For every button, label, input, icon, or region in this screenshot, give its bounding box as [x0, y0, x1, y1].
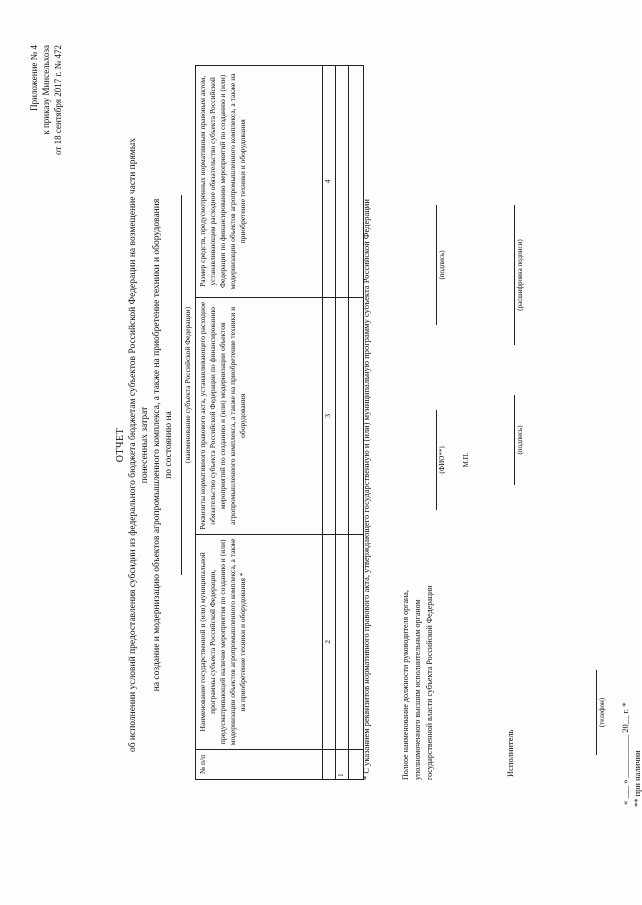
- subject-name-caption: (наименование субъекта Российской Федерации): [183, 306, 192, 464]
- table-header-row: [196, 66, 323, 780]
- phone-caption: (телефон): [598, 697, 606, 728]
- executor-signature-line: [514, 395, 515, 485]
- table-row: [336, 66, 349, 780]
- date-line: « ___ » __________ 20__ г. *: [620, 702, 630, 805]
- appendix-line-2: к приказу Минсельхоза: [41, 45, 51, 135]
- row1-cell-4: [336, 66, 349, 298]
- signatory-line-2: уполномоченного высшим исполнительным органом: [413, 599, 422, 780]
- signature-decoding-line: [514, 205, 515, 345]
- executor-label: Исполнитель: [505, 729, 515, 777]
- appendix-line-3: от 18 сентября 2017 г. № 472: [53, 45, 63, 155]
- signatory-position: [400, 540, 436, 780]
- report-title-line-3: по состоянию на: [164, 411, 174, 479]
- fio-line: [436, 410, 437, 510]
- colnum-2: 2: [323, 534, 336, 749]
- header-col-1: № п/п: [196, 749, 323, 779]
- appendix-header: [28, 45, 64, 245]
- footnote: * С указанием реквизитов нормативного правового акта, утверждающего государственную и (или) муниципальную программу субъекта Российской Федерации: [361, 199, 371, 780]
- row1-cell-3: [336, 297, 349, 534]
- colnum-3: 3: [323, 297, 336, 534]
- stamp-place-label: М.П.: [462, 452, 470, 468]
- report-table: [195, 65, 364, 780]
- signature-caption: (подпись): [438, 250, 446, 280]
- fio-caption: (ФИО**): [438, 446, 446, 474]
- header-col-2: Наименование государственной и (или) муниципальной программы субъекта Российской Федерации, предусматривающей наличие мероприятия по созданию и (или) модернизации объектов агропромышленного комплекса, а также на приобретение техники и оборудования *: [196, 534, 323, 749]
- row1-number: 1: [336, 749, 349, 779]
- executor-signature-caption: (подпись): [516, 425, 524, 455]
- report-title: [115, 125, 175, 765]
- header-col-4: Размер средств, предусмотренных нормативным правовым актом, устанавливающим расходное обязательство субъекта Российской Федерации по финансированию мероприятий по созданию и (или) модернизации объектов агропромышленного комплекса, а также на приобретение техники и оборудования: [196, 66, 323, 298]
- signature-line: [436, 205, 437, 325]
- subject-name-line: [181, 195, 182, 575]
- signature-decoding-caption: (расшифровка подписи): [516, 239, 524, 311]
- header-col-3: Реквизиты нормативного правового акта, устанавливающего расходное обязательство субъекта Российской Федерации по финансированию мероприятий по созданию и (или) модернизации объектов агропромышленного комплекса, а также на приобретение техники и оборудования: [196, 297, 323, 534]
- phone-line: [596, 670, 597, 755]
- colnum-1: [323, 749, 336, 779]
- signatory-line-1: Полное наименование должности руководителя органа,: [401, 590, 410, 780]
- signatory-line-3: государственной власти субъекта Российской Федерации: [425, 585, 434, 780]
- colnum-4: 4: [323, 66, 336, 298]
- row1-cell-2: [336, 534, 349, 749]
- table-column-numbers-row: [323, 66, 336, 780]
- appendix-line-1: Приложение № 4: [29, 45, 39, 111]
- footnote-2: ** при наличии: [632, 750, 642, 807]
- report-title-line-2: на создание и модернизацию объектов агропромышленного комплекса, а также на приобретение техники и оборудования: [152, 198, 162, 692]
- report-title-line-1: об исполнении условий предоставления субсидии из федерального бюджета бюджетам субъектов Российской Федерации на возмещение части прямых понесенных затрат: [128, 137, 150, 753]
- report-heading: ОТЧЕТ: [115, 427, 126, 463]
